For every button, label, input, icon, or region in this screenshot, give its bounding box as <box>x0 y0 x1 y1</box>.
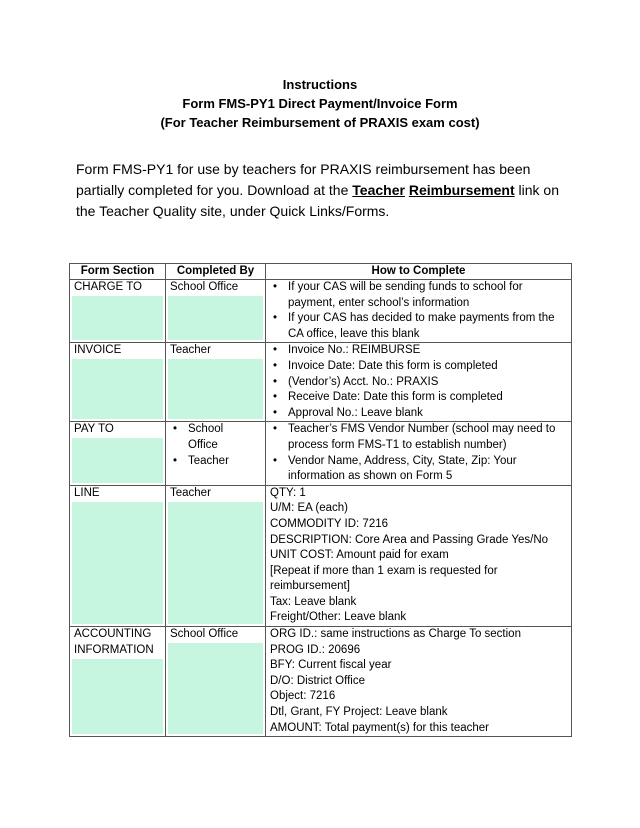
line-item: Dtl, Grant, FY Project: Leave blank <box>270 706 448 719</box>
header-completed-by: Completed By <box>166 264 266 280</box>
section-label: PAY TO <box>70 422 165 438</box>
list-item: • If your CAS will be sending funds to school for payment, enter school’s information <box>266 280 571 311</box>
how-cell <box>266 485 572 626</box>
instructions-table <box>69 263 572 737</box>
intro-text-after: link on the Teacher Quality site, under Quick Links/Forms. <box>76 182 559 219</box>
section-label: ACCOUNTING INFORMATION <box>70 627 144 658</box>
title-line-1: Instructions <box>282 77 358 92</box>
section-label: CHARGE TO <box>70 280 165 296</box>
list-item: • Vendor Name, Address, City, State, Zip: Your information as shown on Form 5 <box>266 454 571 485</box>
line-item: QTY: 1 <box>270 486 306 499</box>
list-item: • Approval No.: Leave blank <box>266 406 571 422</box>
reimbursement-link[interactable]: Reimbursement <box>408 182 515 198</box>
how-cell <box>266 422 572 485</box>
how-cell <box>266 280 572 343</box>
completed-by-label: School Office <box>166 627 265 643</box>
list-item: • Receive Date: Date this form is completed <box>266 390 571 406</box>
document-title <box>0 75 640 132</box>
table-row <box>70 485 572 626</box>
list-item: • School Office <box>166 422 236 453</box>
table-row <box>70 343 572 422</box>
how-cell <box>266 627 572 737</box>
line-item: U/M: EA (each) <box>270 502 348 515</box>
line-item: AMOUNT: Total payment(s) for this teacher <box>270 721 489 734</box>
completed-by-cell <box>166 280 266 343</box>
line-item: Tax: Leave blank <box>270 595 357 608</box>
completed-by-cell <box>166 422 266 485</box>
line-item: BFY: Current fiscal year <box>270 659 392 672</box>
completed-by-cell <box>166 343 266 422</box>
section-cell <box>70 422 166 485</box>
list-item: • Invoice No.: REIMBURSE <box>266 343 571 359</box>
line-item: D/O: District Office <box>270 674 365 687</box>
list-item: • If your CAS has decided to make payments from the CA office, leave this blank <box>266 311 571 342</box>
completed-by-cell <box>166 627 266 737</box>
completed-by-label: School Office <box>166 280 265 296</box>
line-item: COMMODITY ID: 7216 <box>270 517 389 530</box>
line-item: UNIT COST: Amount paid for exam <box>270 549 449 562</box>
completed-by-label: Teacher <box>166 343 265 359</box>
teacher-link[interactable]: Teacher <box>352 182 405 198</box>
line-item: ORG ID.: same instructions as Charge To section <box>270 628 521 641</box>
table-row <box>70 627 572 737</box>
section-cell <box>70 485 166 626</box>
section-cell <box>70 627 166 737</box>
table-header-row <box>70 264 572 280</box>
line-item: DESCRIPTION: Core Area and Passing Grade Yes/No <box>270 533 549 546</box>
section-label: INVOICE <box>70 343 165 359</box>
intro-text-before: Form FMS-PY1 for use by teachers for PRAXIS reimbursement has been partially completed for you. Download at the <box>76 161 531 198</box>
title-line-2: Form FMS-PY1 Direct Payment/Invoice Form <box>182 96 458 111</box>
header-how-to-complete: How to Complete <box>266 264 572 280</box>
line-item: Object: 7216 <box>270 690 336 703</box>
completed-by-cell <box>166 485 266 626</box>
title-line-3: (For Teacher Reimbursement of PRAXIS exam cost) <box>160 115 480 130</box>
list-item: • Teacher’s FMS Vendor Number (school may need to process form FMS-T1 to establish number) <box>266 422 571 453</box>
header-form-section: Form Section <box>70 264 166 280</box>
section-label: LINE <box>70 486 165 502</box>
line-item: [Repeat if more than 1 exam is requested for reimbursement] <box>270 564 498 593</box>
line-item: PROG ID.: 20696 <box>270 643 361 656</box>
line-item: Freight/Other: Leave blank <box>270 611 407 624</box>
intro-paragraph <box>76 159 576 222</box>
list-item: • Invoice Date: Date this form is completed <box>266 359 571 375</box>
how-cell <box>266 343 572 422</box>
list-item: • (Vendor’s) Acct. No.: PRAXIS <box>266 375 571 391</box>
table-row <box>70 422 572 485</box>
list-item: • Teacher <box>166 454 236 470</box>
completed-by-label: Teacher <box>166 486 265 502</box>
section-cell <box>70 280 166 343</box>
table-row <box>70 280 572 343</box>
section-cell <box>70 343 166 422</box>
